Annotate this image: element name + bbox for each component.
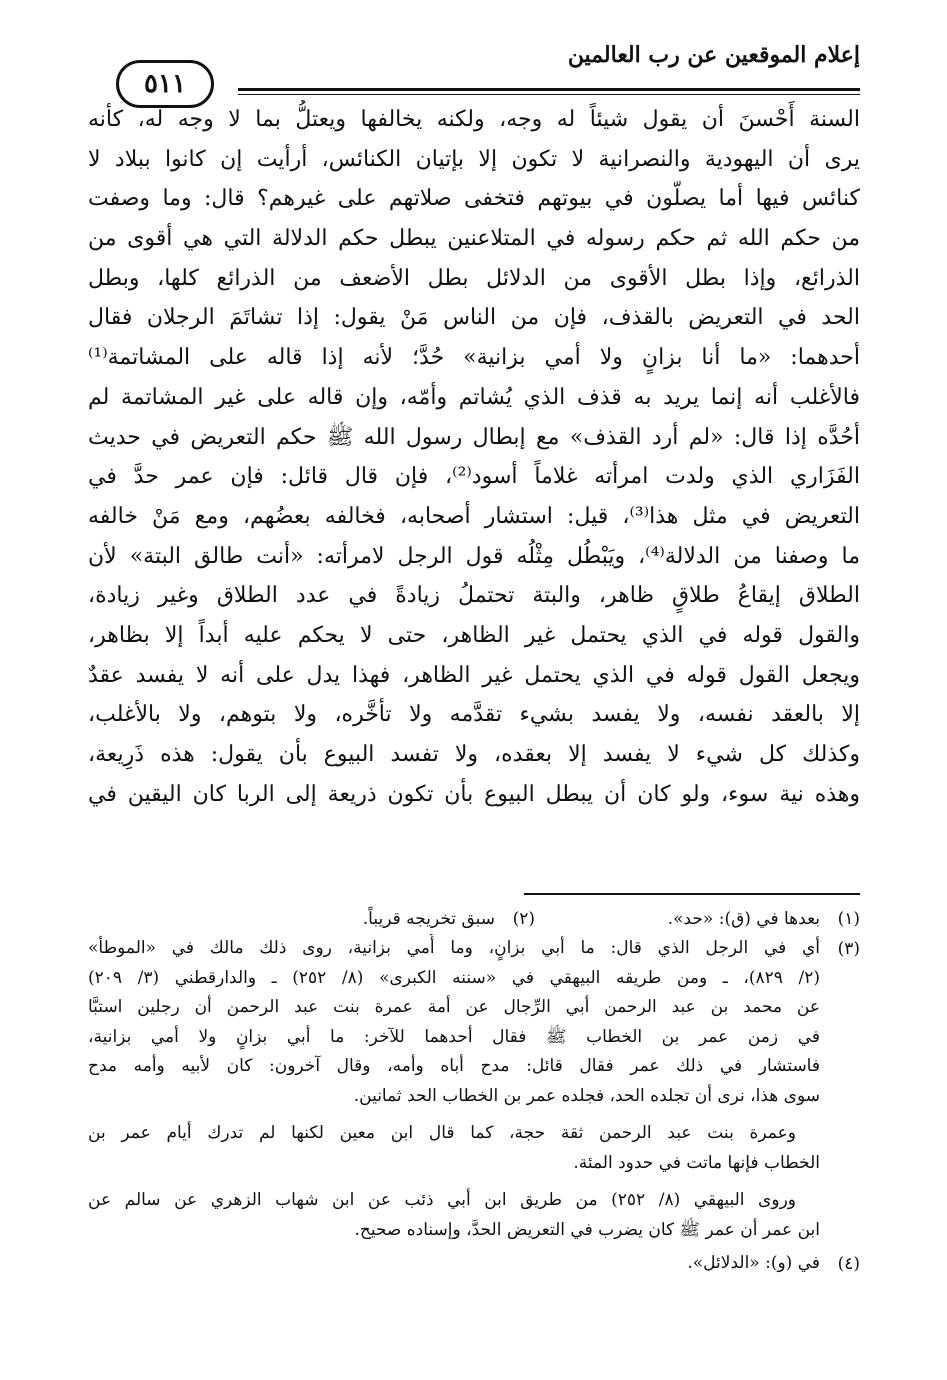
text-line: الطلاق إيقاعُ طلاقٍ ظاهر، والبتة تحتملُ زيادةً في عدد الطلاق وغير زيادة، bbox=[88, 583, 860, 609]
footnote-row-1-2 bbox=[88, 904, 860, 934]
text-line: كنائس فيها أما يصلّون في بيوتهم فتخفى صلاتهم على غيرهم؟ قال: وما وصفت bbox=[88, 186, 860, 212]
text-line: فالأغلب أنه إنما يريد به قذف الذي يُشاتم وأمّه، وإن قاله على غير المشاتمة لم bbox=[88, 384, 860, 410]
footnote-gap bbox=[88, 1178, 820, 1186]
footnote-3 bbox=[88, 934, 860, 1245]
text-line: ما وصفنا من الدلالة⁽⁴⁾، ويَبْطُل مِثْلُه قول الرجل لامرأته: «أنت طالق البتة» لأن bbox=[88, 543, 860, 569]
book-title: إعلام الموقعين عن رب العالمين bbox=[567, 42, 860, 68]
footnote-number: (٢) bbox=[512, 909, 535, 929]
footnote-number: (٤) bbox=[837, 1254, 860, 1274]
text-line: ويجعل القول قوله في الذي يحتمل غير الظاهر، فهذا يدل على أنه لا يفسد عقدٌ bbox=[88, 662, 860, 688]
footnote-line: سوى هذا، نرى أن تجلده الحد، فجلده عمر بن الخطاب الحد ثمانين. bbox=[353, 1085, 820, 1106]
text-line: أحدهما: «ما أنا بزانٍ ولا أمي بزانية» حُدَّ؛ لأنه إذا قاله على المشاتمة⁽¹⁾ bbox=[88, 345, 860, 371]
footnote-line: في زمن عمر بن الخطاب ﷺ فقال أحدهما للآخر: ما أبي بزانٍ ولا أمي بزانية، bbox=[88, 1026, 820, 1047]
footnotes bbox=[88, 904, 860, 1279]
text-line: من حكم الله ثم حكم رسوله في المتلاعنين يبطل حكم الدلالة التي هي أقوى من bbox=[88, 226, 860, 252]
footnote-line: وعمرة بنت عبد الرحمن ثقة حجة، كما قال ابن معين لكنها لم تدرك أيام عمر بن bbox=[88, 1123, 796, 1143]
text-line: الذرائع، وإذا بطل الأقوى من الدلائل بطل الأضعف من الذرائع كلها، وبطل bbox=[88, 265, 860, 291]
header-rule bbox=[238, 88, 860, 91]
footnote-number: (٣) bbox=[837, 939, 860, 959]
text-line: إلا بالعقد نفسه، ولا يفسد بشيء تقدَّمه ولا تأخَّره، ولا بتوهم، ولا بالأغلب، bbox=[88, 702, 860, 728]
footnote-line: في (و): «الدلائل». bbox=[687, 1253, 820, 1273]
footnote-line: ابن عمر أن عمر ﷺ كان يضرب في التعريض الحدَّ، وإسناده صحيح. bbox=[354, 1219, 820, 1240]
footnote-line: عن محمد بن عبد الرحمن أبي الرِّجال عن أمة عمرة بنت عبد الرحمن أن رجلين استبَّا bbox=[88, 997, 820, 1017]
footnote-4 bbox=[88, 1249, 860, 1279]
footnote-line: أي في الرجل الذي قال: ما أبي بزانٍ، وما أُمي بزانية، روى ذلك مالك في «الموطأ» bbox=[88, 938, 820, 958]
text-line: الفَزَاري الذي ولدت امرأته غلاماً أسود⁽²⁾، فإن قال قائل: فإن عمر حدَّ في bbox=[88, 464, 860, 490]
footnote-text: سبق تخريجه قريباً. bbox=[362, 909, 495, 929]
footnote-text: بعدها في (ق): «حد». bbox=[667, 909, 820, 929]
footnote-gap bbox=[88, 1111, 820, 1119]
main-text bbox=[88, 100, 860, 814]
text-line: السنة أَحْسنَ أن يقول شيئاً له وجه، ولكنه يخالفها ويعتلُّ بما لا وجه له، كأنه bbox=[88, 107, 860, 132]
text-line: أحُدَّه إذا قال: «لم أرد القذف» مع إبطال رسول الله ﷺ حكم التعريض في حديث bbox=[88, 424, 860, 450]
text-line: والقول قوله في الذي يحتمل غير الظاهر، حتى لا يحكم عليه أبداً إلا بظاهر، bbox=[88, 622, 860, 648]
footnote-number: (١) bbox=[837, 909, 860, 929]
footnote-body bbox=[88, 1249, 820, 1279]
text-line: الحد في التعريض بالقذف، فإن من الناس مَنْ يقول: إذا تشاتَمَ الرجلان فقال bbox=[88, 305, 860, 331]
text-line: وكذلك كل شيء لا يفسد إلا بعقده، ولا تفسد البيوع بأن يقول: هذه ذَرِيعة، bbox=[88, 742, 860, 767]
header-rule-thin bbox=[238, 94, 860, 95]
page-header bbox=[88, 32, 860, 104]
footnote-line: (٢/ ٨٢٩)، ـ ومن طريقه البيهقي في «سننه الكبرى» (٨/ ٢٥٢) ـ والدارقطني (٣/ ٢٠٩) bbox=[88, 967, 820, 988]
page-number: ٥١١ bbox=[116, 60, 214, 108]
text-line: يرى أن اليهودية والنصرانية لا تكون إلا بإتيان الكنائس، أرأيت إن كانوا ببلاد لا bbox=[88, 146, 860, 172]
footnote-line: فاستشار في ذلك عمر فقال قائل: مدح أباه وأمه، وقال آخرون: كان لأبيه وأمه مدح bbox=[88, 1056, 820, 1076]
footnote-line: وروى البيهقي (٨/ ٢٥٢) من طريق ابن أبي ذئب عن ابن شهاب الزهري عن سالم عن bbox=[88, 1190, 796, 1210]
text-line: التعريض في مثل هذا⁽³⁾، قيل: استشار أصحابه، فخالفه بعضُهم، ومع مَنْ خالفه bbox=[88, 503, 860, 529]
footnote-line: الخطاب فإنها ماتت في حدود المئة. bbox=[573, 1152, 820, 1173]
text-line: وهذه نية سوء، ولو كان أن يبطل البيوع بأن تكون ذريعة إلى الربا كان اليقين في bbox=[88, 781, 860, 807]
footnote-body bbox=[88, 934, 820, 1245]
footnote-separator bbox=[524, 893, 860, 895]
